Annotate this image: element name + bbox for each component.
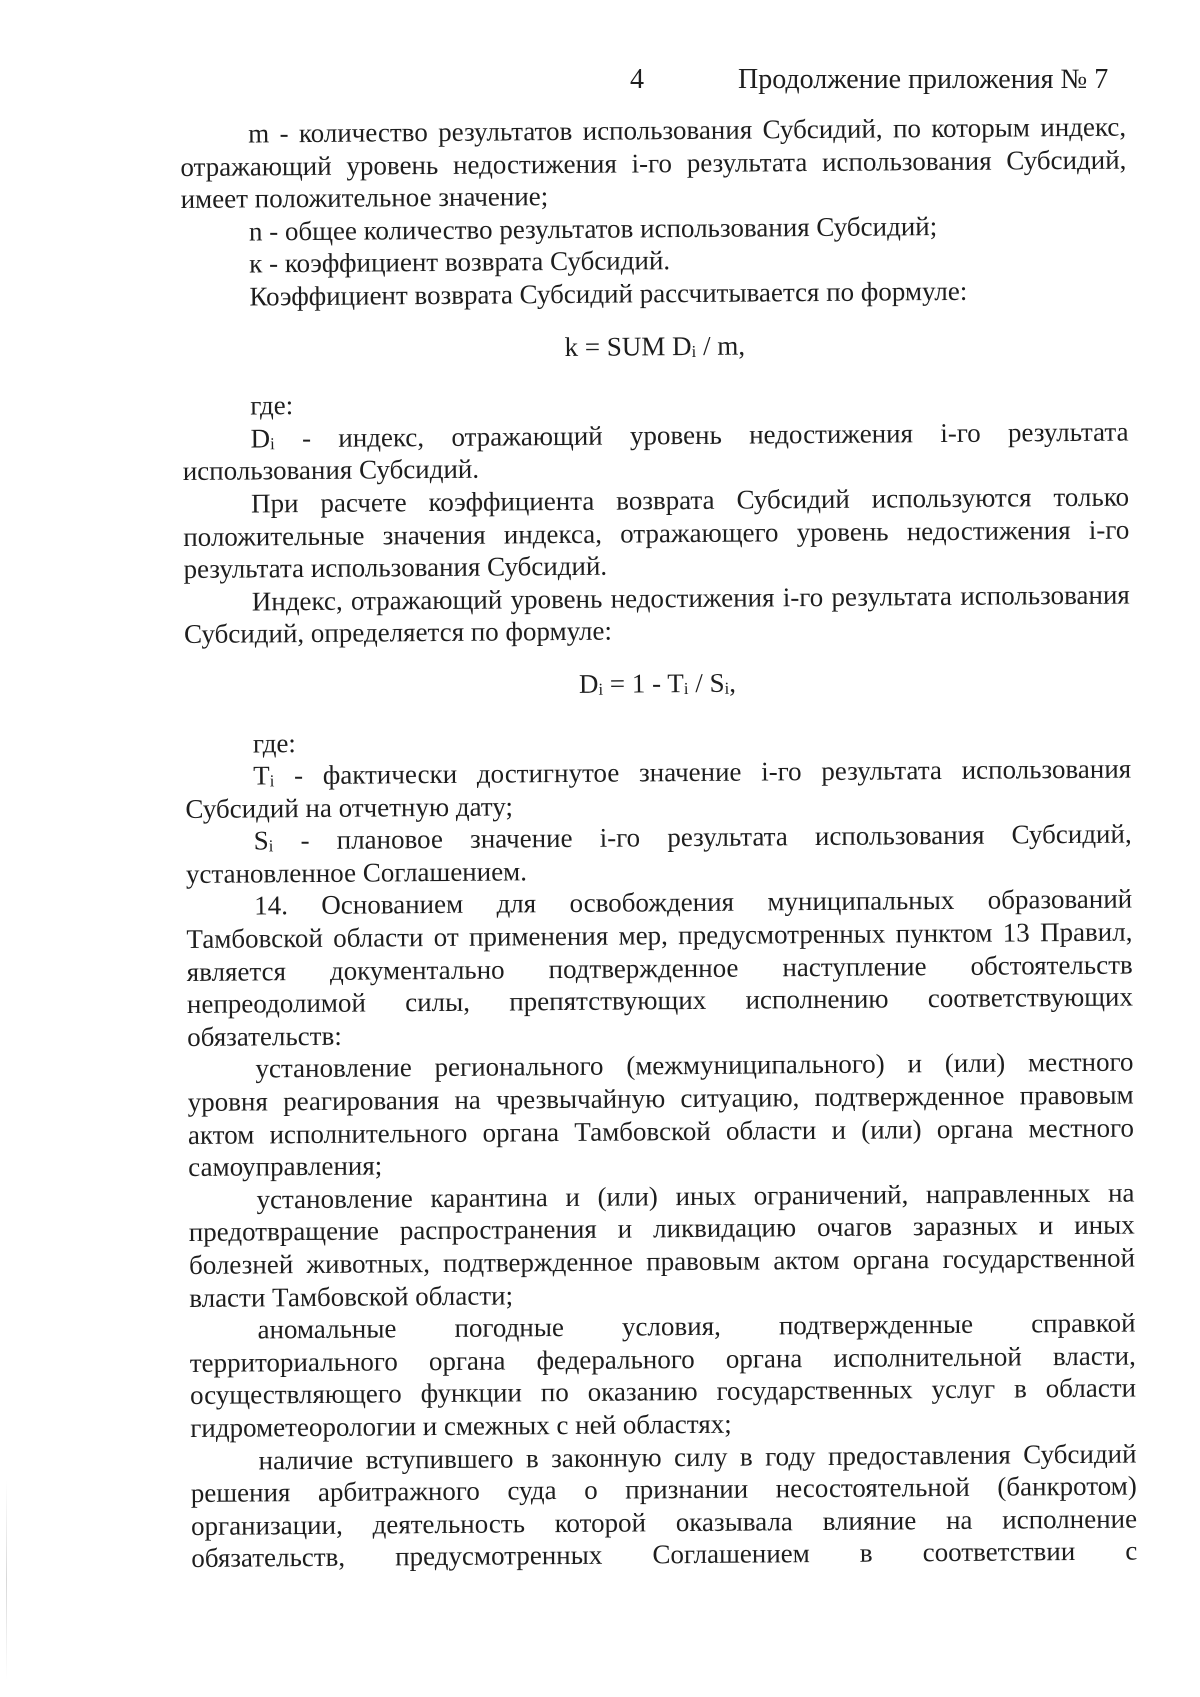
list-item-abnormal-weather: аномальные погодные условия, подтвержденные справкой территориального органа федерального органа исполнительной власти, осуществляющего функции по оказанию государственных услуг в области гидрометеорологии и смежных с ней областях; (189, 1307, 1137, 1443)
paragraph-si-definition (186, 818, 1132, 891)
list-item-emergency-response: установление регионального (межмуниципального) и (или) местного уровня реагирования на чрезвычайную ситуацию, подтвержденное правовым актом исполнительного органа Тамбовской области и (или) органа местного самоуправления; (187, 1046, 1135, 1183)
document-body (180, 111, 1137, 1575)
formula2-t-sub: i (683, 678, 689, 698)
formula-index (184, 663, 1130, 703)
paragraph-ti-definition (185, 753, 1131, 826)
list-item-quarantine: установление карантина и (или) иных ограничений, направленных на предотвращение распространения и ликвидацию очагов заразных и иных болезней животных, подтвержденное правовым актом органа государственной власти Тамбовской области; (188, 1177, 1136, 1313)
formula2-mid: = 1 - T (602, 667, 684, 699)
formula-return-coefficient (182, 326, 1128, 366)
di-subscript: i (269, 434, 275, 454)
ti-text: - фактически достигнутое значение i-го результата использования Субсидий на отчетную дату; (185, 753, 1132, 824)
paragraph-k-definition: к - коэффициент возврата Субсидий. (249, 245, 671, 279)
di-text: - индекс, отражающий уровень недостижения i-го результата использования Субсидий. (182, 416, 1129, 487)
paragraph-di-definition (182, 415, 1128, 488)
ti-symbol: T (253, 760, 270, 791)
scan-edge-mark (6, 1480, 7, 1680)
formula-prefix: k = SUM D (564, 330, 692, 362)
di-symbol: D (250, 423, 271, 454)
formula2-d-sub: i (598, 679, 604, 699)
ti-subscript: i (269, 771, 275, 791)
formula2-d: D (578, 668, 599, 699)
formula-suffix: / m, (696, 330, 746, 361)
where-label: где: (250, 390, 294, 421)
where-label-2: где: (252, 727, 296, 758)
si-subscript: i (268, 836, 274, 856)
si-symbol: S (253, 825, 269, 856)
formula2-slash: / S (688, 667, 725, 698)
page-number: 4 (630, 64, 644, 95)
paragraph-m-definition: m - количество результатов использования Субсидий, по которым индекс, отражающий уровень недостижения i-го результата использования Субсидий, имеет положительное значение; (180, 111, 1127, 215)
paragraph-index-formula-intro: Индекс, отражающий уровень недостижения i-го результата использования Субсидий, определяется по формуле: (183, 579, 1130, 650)
paragraph-n-definition: n - общее количество результатов использования Субсидий; (248, 210, 938, 247)
paragraph-formula-intro: Коэффициент возврата Субсидий рассчитывается по формуле: (249, 275, 968, 312)
formula2-end: , (729, 667, 737, 698)
formula-subscript: i (691, 341, 697, 361)
list-item-bankruptcy: наличие вступившего в законную силу в году предоставления Субсидий решения арбитражного суда о признании несостоятельной (банкротом) организации, деятельность которой оказывала влияние на исполнение обязательств, предусмотренных Соглашением в соответствии с (190, 1438, 1138, 1574)
paragraph-14-force-majeure: 14. Основанием для освобождения муниципальных образований Тамбовской области от применения мер, предусмотренных пунктом 13 Правил, является документально подтвержденное наступление обстоятельств непреодолимой силы, препятствующих исполнению соответствующих обязательств: (186, 884, 1134, 1052)
si-text: - плановое значение i-го результата использования Субсидий, установленное Соглашением. (185, 818, 1132, 889)
appendix-continuation-note: Продолжение приложения № 7 (738, 64, 1109, 95)
formula2-s-sub: i (724, 678, 730, 698)
paragraph-positive-values: При расчете коэффициента возврата Субсидий используются только положительные значения индекса, отражающего уровень недостижения i-го результата использования Субсидий. (183, 481, 1130, 585)
